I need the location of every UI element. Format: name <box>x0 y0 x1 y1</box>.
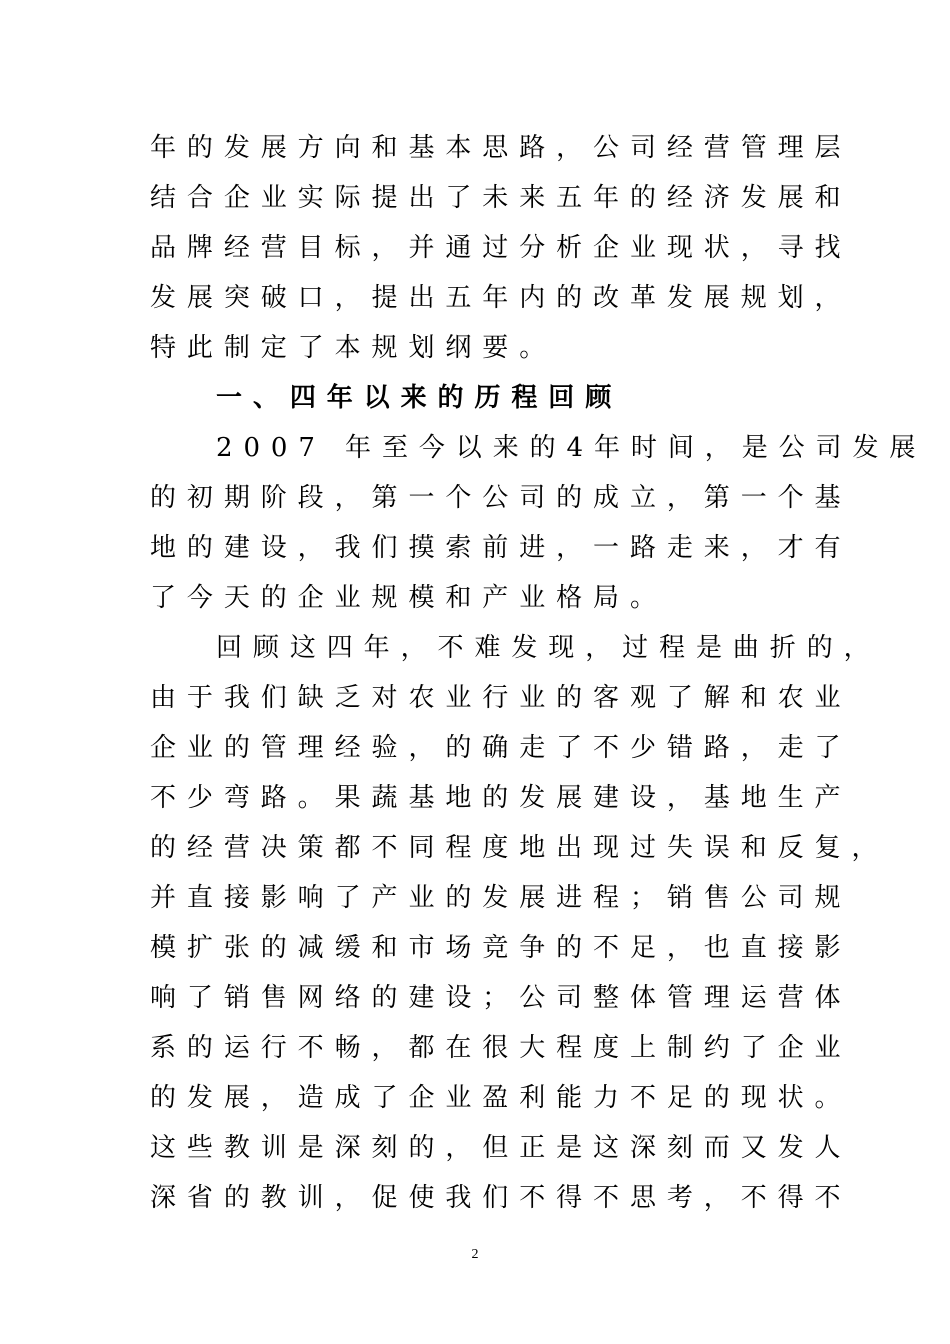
body-line: 2007 年至今以来的4年时间，是公司发展 <box>216 433 927 463</box>
body-line: 不少弯路。果蔬基地的发展建设，基地生产 <box>150 783 852 813</box>
body-line: 深省的教训，促使我们不得不思考，不得不 <box>150 1183 852 1213</box>
body-line: 这些教训是深刻的，但正是这深刻而又发人 <box>150 1133 852 1163</box>
body-line: 了今天的企业规模和产业格局。 <box>150 583 667 613</box>
body-line: 并直接影响了产业的发展进程；销售公司规 <box>150 883 852 913</box>
page-number: 2 <box>471 1247 479 1262</box>
body-line: 企业的管理经验，的确走了不少错路，走了 <box>150 733 852 763</box>
body-line: 特此制定了本规划纲要。 <box>150 333 557 363</box>
body-line: 系的运行不畅，都在很大程度上制约了企业 <box>150 1033 852 1063</box>
body-line: 响了销售网络的建设；公司整体管理运营体 <box>150 983 852 1013</box>
body-line: 由于我们缺乏对农业行业的客观了解和农业 <box>150 683 852 713</box>
body-line: 年的发展方向和基本思路，公司经营管理层 <box>150 133 852 163</box>
body-line: 的发展，造成了企业盈利能力不足的现状。 <box>150 1083 852 1113</box>
body-line: 的经营决策都不同程度地出现过失误和反复， <box>150 833 889 863</box>
section-heading: 一、四年以来的历程回顾 <box>216 383 623 413</box>
body-line: 发展突破口，提出五年内的改革发展规划， <box>150 283 852 313</box>
body-line: 回顾这四年，不难发现，过程是曲折的， <box>216 633 881 663</box>
body-line: 地的建设，我们摸索前进，一路走来，才有 <box>150 533 852 563</box>
body-line: 品牌经营目标，并通过分析企业现状，寻找 <box>150 233 852 263</box>
body-line: 结合企业实际提出了未来五年的经济发展和 <box>150 183 852 213</box>
body-line: 的初期阶段，第一个公司的成立，第一个基 <box>150 483 852 513</box>
body-line: 模扩张的减缓和市场竞争的不足，也直接影 <box>150 933 852 963</box>
